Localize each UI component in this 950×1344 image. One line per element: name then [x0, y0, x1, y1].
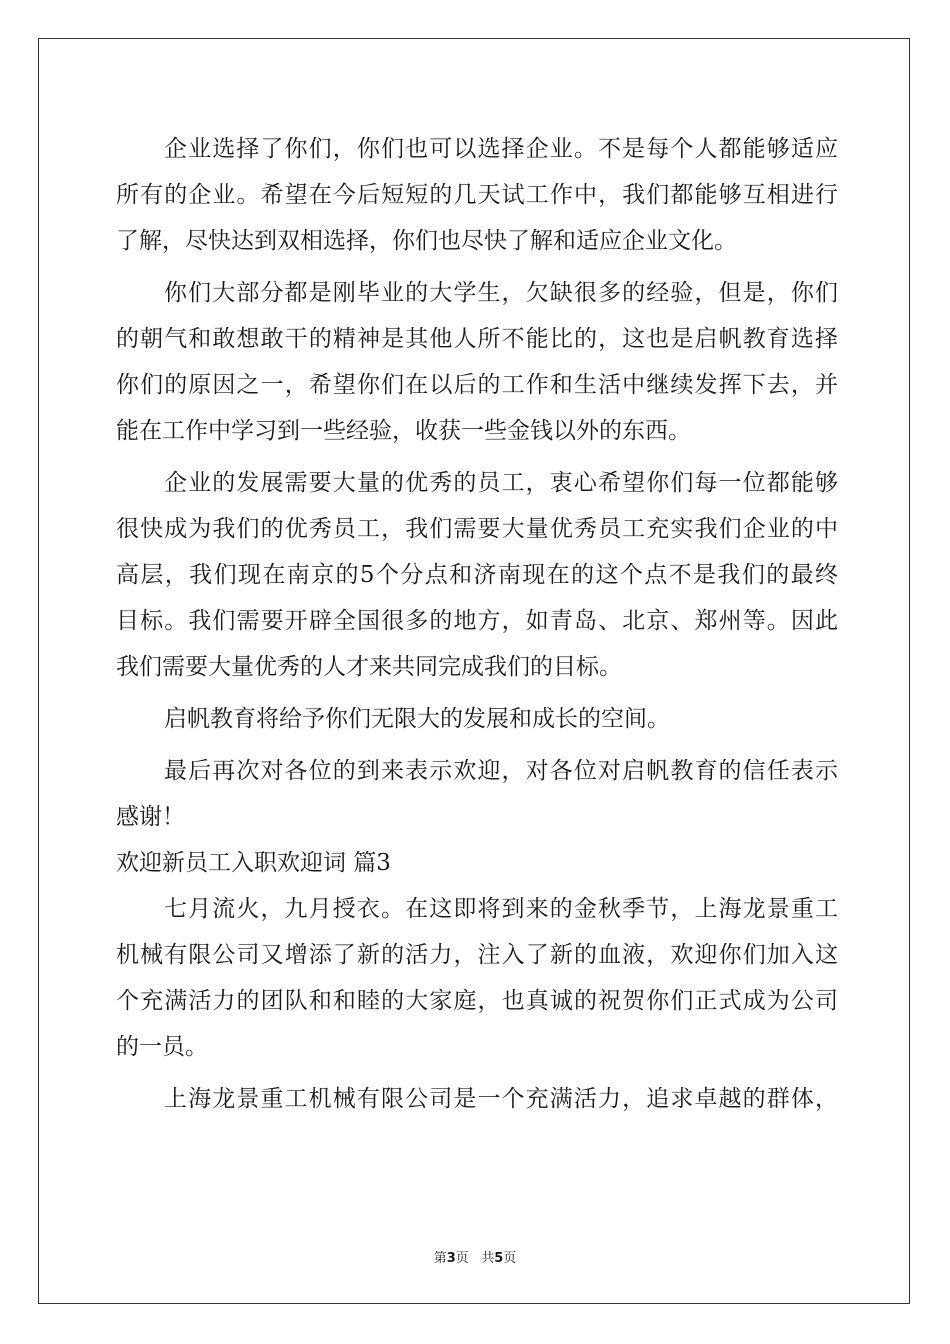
text-line: 能在工作中学习到一些经验，收获一些金钱以外的东西。 — [116, 418, 691, 444]
paragraph — [116, 270, 838, 454]
text-line: 企业选择了你们，你们也可以选择企业。不是每个人都能够适应 — [164, 136, 838, 162]
text-line: 启帆教育将给予你们无限大的发展和成长的空间。 — [164, 706, 670, 732]
text-line: 感谢！ — [116, 804, 185, 830]
text-line: 所有的企业。希望在今后短短的几天试工作中，我们都能够互相进行 — [116, 182, 838, 208]
text-line: 高层，我们现在南京的5个分点和济南现在的这个点不是我们的最终 — [116, 562, 838, 588]
current-page-number: 3 — [446, 1251, 456, 1266]
page-footer — [0, 1247, 950, 1266]
text-line: 目标。我们需要开辟全国很多的地方，如青岛、北京、郑州等。因此 — [116, 608, 838, 634]
section-heading: 欢迎新员工入职欢迎词 篇3 — [116, 850, 391, 876]
footer-page-word: 页 — [455, 1251, 469, 1266]
total-pages-number: 5 — [494, 1251, 504, 1266]
text-line: 的朝气和敢想敢干的精神是其他人所不能比的，这也是启帆教育选择 — [116, 326, 838, 352]
footer-total-prefix: 共 — [481, 1251, 495, 1266]
text-line: 很快成为我们的优秀员工，我们需要大量优秀员工充实我们企业的中 — [116, 516, 838, 542]
footer-total-suffix: 页 — [503, 1251, 517, 1266]
paragraph — [116, 886, 838, 1070]
paragraph — [116, 126, 838, 264]
footer-prefix: 第 — [433, 1251, 447, 1266]
text-line: 你们的原因之一，希望你们在以后的工作和生活中继续发挥下去，并 — [116, 372, 838, 398]
text-line: 的一员。 — [116, 1034, 208, 1060]
text-line: 你们大部分都是刚毕业的大学生，欠缺很多的经验，但是，你们 — [164, 280, 838, 306]
text-line: 个充满活力的团队和和睦的大家庭，也真诚的祝贺你们正式成为公司 — [116, 988, 838, 1014]
text-line: 企业的发展需要大量的优秀的员工，衷心希望你们每一位都能够 — [164, 470, 838, 496]
paragraph — [116, 696, 838, 742]
paragraph — [116, 1076, 838, 1122]
text-line: 机械有限公司又增添了新的活力，注入了新的血液，欢迎你们加入这 — [116, 942, 838, 968]
document-body — [116, 126, 838, 1122]
paragraph — [116, 460, 838, 690]
paragraph — [116, 748, 838, 840]
text-line: 了解，尽快达到双相选择，你们也尽快了解和适应企业文化。 — [116, 228, 737, 254]
text-line: 七月流火，九月授衣。在这即将到来的金秋季节，上海龙景重工 — [164, 896, 838, 922]
text-line: 最后再次对各位的到来表示欢迎，对各位对启帆教育的信任表示 — [164, 758, 838, 784]
text-line: 我们需要大量优秀的人才来共同完成我们的目标。 — [116, 654, 622, 680]
text-line: 上海龙景重工机械有限公司是一个充满活力，追求卓越的群体， — [164, 1086, 838, 1112]
